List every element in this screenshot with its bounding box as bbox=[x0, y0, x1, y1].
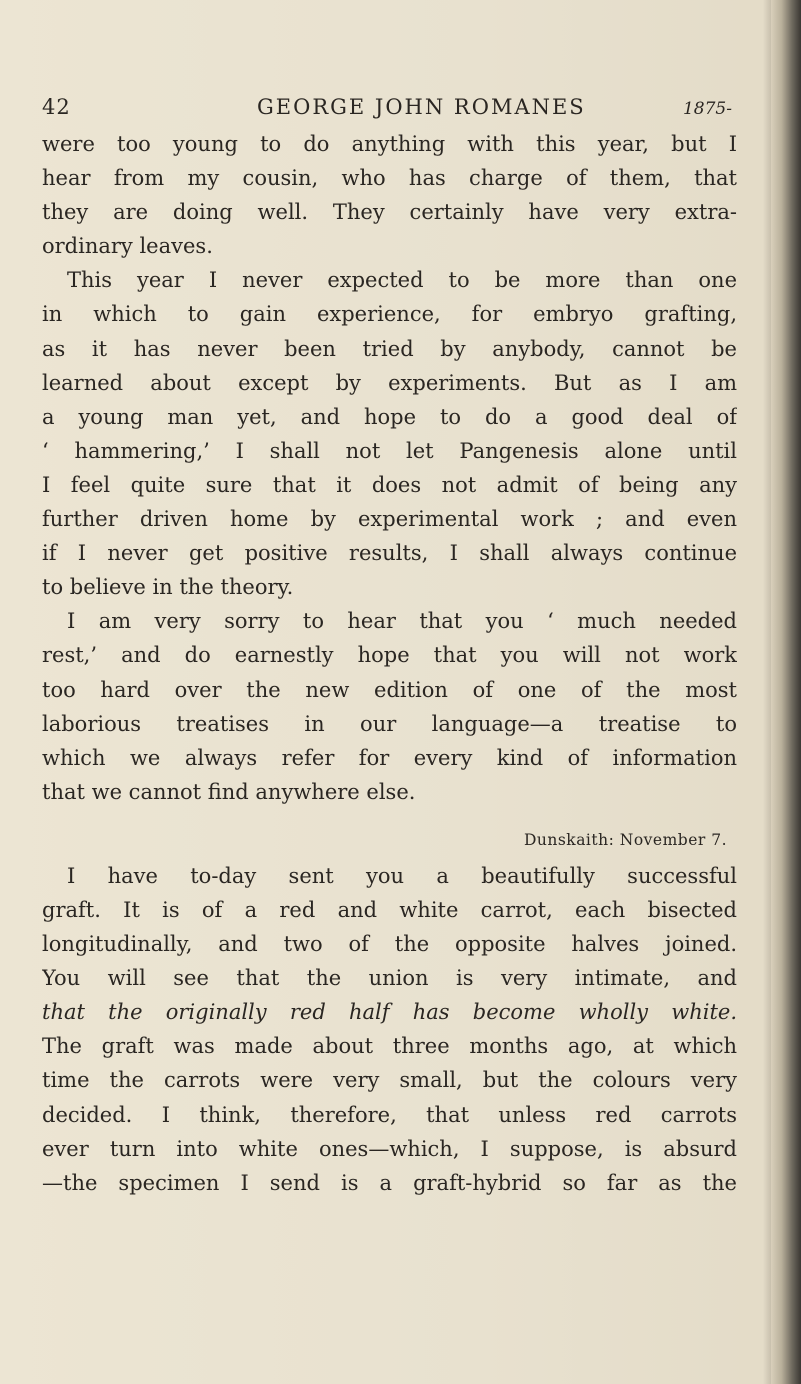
text-line: a young man yet, and hope to do a good deal of bbox=[42, 404, 737, 429]
text-line: I have to-day sent you a beautifully successful bbox=[67, 863, 737, 888]
text-line: as it has never been tried by anybody, cannot be bbox=[42, 336, 737, 361]
text-line: they are doing well. They certainly have very extra- bbox=[42, 200, 737, 225]
text-line: ever turn into white ones—which, I suppose, is absurd bbox=[42, 1136, 737, 1161]
text-line: laborious treatises in our language—a treatise to bbox=[42, 711, 737, 736]
text-line: I feel quite sure that it does not admit of being any bbox=[42, 472, 737, 497]
text-line: in which to gain experience, for embryo grafting, bbox=[42, 302, 737, 327]
book-edge bbox=[771, 0, 801, 1384]
text-line: You will see that the union is very intimate, and bbox=[42, 966, 737, 991]
text-line: which we always refer for every kind of information bbox=[42, 745, 737, 770]
text-line: This year I never expected to be more than one bbox=[67, 268, 737, 293]
text-line: to believe in the theory. bbox=[42, 575, 294, 600]
text-line: ‘ hammering,’ I shall not let Pangenesis alone until bbox=[42, 438, 737, 463]
text-line: graft. It is of a red and white carrot, each bisected bbox=[42, 897, 737, 922]
text-line: I am very sorry to hear that you ‘ much needed bbox=[67, 609, 737, 634]
running-title: GEORGE JOHN ROMANES bbox=[257, 95, 586, 119]
text-line: The graft was made about three months ago, at which bbox=[42, 1034, 737, 1059]
text-line: if I never get positive results, I shall always continue bbox=[42, 541, 737, 566]
text-line: ordinary leaves. bbox=[42, 234, 213, 259]
page-shadow bbox=[763, 0, 771, 1384]
letter-dateline: Dunskaith: November 7. bbox=[523, 830, 727, 849]
year-marker: 1875- bbox=[682, 99, 732, 119]
text-line: time the carrots were very small, but the colours very bbox=[42, 1068, 737, 1093]
text-line-italic bbox=[42, 995, 737, 1029]
body-text bbox=[42, 127, 737, 1200]
text-line: decided. I think, therefore, that unless red carrots bbox=[42, 1102, 737, 1127]
text-line: learned about except by experiments. But as I am bbox=[42, 370, 737, 395]
text-line: longitudinally, and two of the opposite halves joined. bbox=[42, 932, 737, 957]
text-line: that we cannot find anywhere else. bbox=[42, 779, 416, 804]
text-line: —the specimen I send is a graft-hybrid so far as the bbox=[42, 1170, 737, 1195]
text-line: hear from my cousin, who has charge of them, that bbox=[42, 166, 737, 191]
italic-phrase: that the originally red half has become wholly white. bbox=[42, 1000, 737, 1025]
text-line: were too young to do anything with this year, but I bbox=[42, 132, 737, 156]
text-line: further driven home by experimental work ; and even bbox=[42, 507, 737, 532]
text-line: rest,’ and do earnestly hope that you will not work bbox=[42, 643, 737, 668]
page-number: 42 bbox=[42, 95, 71, 119]
page-header bbox=[42, 95, 732, 125]
text-line: too hard over the new edition of one of the most bbox=[42, 677, 737, 702]
